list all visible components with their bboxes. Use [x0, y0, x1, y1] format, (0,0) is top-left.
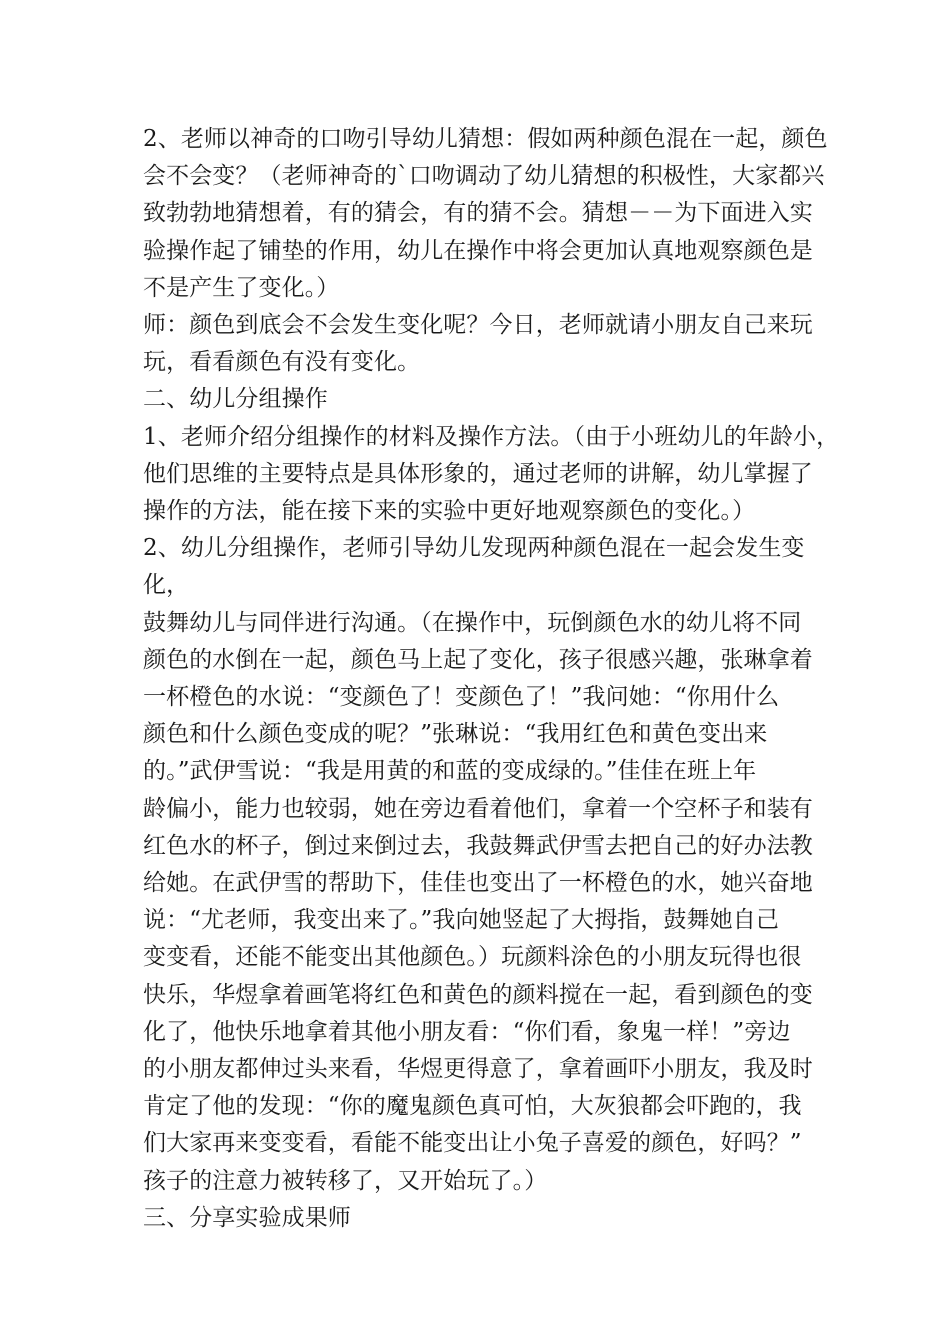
paragraph-step1-materials: 1、老师介绍分组操作的材料及操作方法。（由于小班幼儿的年龄小， 他们思维的主要特点是具体形象的，通过老师的讲解，幼儿掌握了 操作的方法，能在接下来的实验中更好地观察颜色的变化。）	[143, 423, 840, 525]
paragraph-step2-operation: 2、幼儿分组操作，老师引导幼儿发现两种颜色混在一起会发生变化， 鼓舞幼儿与同伴进行沟通。（在操作中，玩倒颜色水的幼儿将不同 颜色的水倒在一起，颜色马上起了变化，孩子很感兴趣，张琳拿着 一杯橙色的水说：“变颜色了！变颜色了！”我问她：“你用什么 颜色和什么颜色变成的呢？”张琳说：“我用红色和黄色变出来 的。”武伊雪说：“我是用黄的和蓝的变成绿的。”佳佳在班上年 龄偏小，能力也较弱，她在旁边看着他们，拿着一个空杯子和装有 红色水的杯子，倒过来倒过去，我鼓舞武伊雪去把自己的好办法教 给她。在武伊雪的帮助下，佳佳也变出了一杯橙色的水，她兴奋地 说：“尤老师，我变出来了。”我向她竖起了大拇指，鼓舞她自己 变变看，还能不能变出其他颜色。）玩颜料涂色的小朋友玩得也很 快乐，华煜拿着画笔将红色和黄色的颜料搅在一起，看到颜色的变 化了，他快乐地拿着其他小朋友看：“你们看，象鬼一样！”旁边 的小朋友都伸过头来看，华煜更得意了，拿着画吓小朋友，我及时 肯定了他的发现：“你的魔鬼颜色真可怕，大灰狼都会吓跑的，我 们大家再来变变看，看能不能变出让小兔子喜爱的颜色，好吗？” 孩子的注意力被转移了，又开始玩了。）	[143, 535, 813, 1194]
section-heading-share-results: 三、分享实验成果师	[143, 1204, 351, 1231]
paragraph-step2-guess: 2、老师以神奇的口吻引导幼儿猜想：假如两种颜色混在一起，颜色 会不会变？（老师神奇的`口吻调动了幼儿猜想的积极性，大家都兴 致勃勃地猜想着，有的猜会，有的猜不会。猜想－－为下面进入实 验操作起了铺垫的作用，幼儿在操作中将会更加认真地观察颜色是 不是产生了变化。）	[143, 126, 828, 301]
paragraph-teacher-prompt: 师：颜色到底会不会发生变化呢？今日，老师就请小朋友自己来玩 玩，看看颜色有没有变化。	[143, 312, 813, 376]
document-body	[143, 121, 843, 1237]
section-heading-group-operation: 二、幼儿分组操作	[143, 386, 328, 413]
